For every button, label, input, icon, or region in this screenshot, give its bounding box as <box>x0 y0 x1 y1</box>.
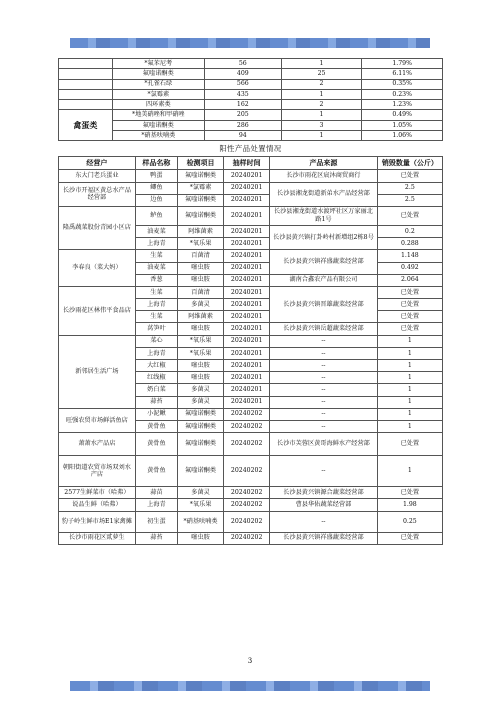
quantity-cell: 0.492 <box>377 262 442 274</box>
col-header: 产品来源 <box>270 157 378 170</box>
col-header: 样品名称 <box>135 157 177 170</box>
quantity-cell: 0.2 <box>377 225 442 237</box>
table-row <box>59 131 443 141</box>
sample-cell: 油麦菜 <box>135 225 177 237</box>
test-item-cell: 多菌灵 <box>178 396 224 408</box>
quantity-cell: 1 <box>377 372 442 384</box>
date-cell: 20240201 <box>224 335 270 347</box>
date-cell: 20240202 <box>224 532 270 544</box>
positive-rate: 1.06% <box>362 131 443 141</box>
source-cell: -- <box>270 360 378 372</box>
date-cell: 20240201 <box>224 323 270 335</box>
test-item-cell: 阿维菌素 <box>178 311 224 323</box>
test-item-cell: 噻虫胺 <box>178 532 224 544</box>
vendor-cell: 长沙市雨花区贰萝生 <box>59 532 136 544</box>
test-item-cell: 氟喹诺酮类 <box>178 408 224 420</box>
source-cell: 长沙县黄兴镇岳超蔬菜经营部 <box>270 323 378 335</box>
category-cell <box>59 79 113 89</box>
date-cell: 20240201 <box>224 372 270 384</box>
sample-cell: 上海青 <box>135 238 177 250</box>
sample-cell: 黄骨鱼 <box>135 456 177 487</box>
table-row <box>59 182 443 194</box>
quantity-cell: 已处置 <box>377 532 442 544</box>
vendor-cell: 萧萧水产品店 <box>59 433 136 456</box>
test-item-cell: *氧乐果 <box>178 499 224 511</box>
date-cell: 20240201 <box>224 286 270 298</box>
date-cell: 20240201 <box>224 206 270 225</box>
date-cell: 20240201 <box>224 396 270 408</box>
date-cell: 20240201 <box>224 238 270 250</box>
date-cell: 20240202 <box>224 499 270 511</box>
page-number: 3 <box>247 657 253 665</box>
vendor-cell: 朝阳街道农贸市场双刘水产店 <box>59 456 136 487</box>
test-item-cell: *氧乐果 <box>178 335 224 347</box>
sample-cell: 黄骨鱼 <box>135 433 177 456</box>
positive-rate: 0.23% <box>362 89 443 99</box>
date-cell: 20240201 <box>224 360 270 372</box>
document-page <box>58 58 443 545</box>
sample-cell: 初生蛋 <box>135 511 177 532</box>
date-cell: 20240201 <box>224 299 270 311</box>
source-cell: -- <box>270 456 378 487</box>
positive-count: 1 <box>281 89 362 99</box>
category-cell <box>59 69 113 79</box>
table-row <box>59 120 443 130</box>
table-row <box>59 335 443 347</box>
source-cell: 长沙县湘龙街道新弟水产品经营部 <box>270 182 378 206</box>
sample-count: 56 <box>204 59 281 69</box>
vendor-cell: 东大门老兵蛋业 <box>59 170 136 182</box>
sample-cell: 大红椒 <box>135 360 177 372</box>
test-item-cell: 百菌清 <box>178 286 224 298</box>
test-item-cell: 氟喹诺酮类 <box>178 420 224 432</box>
test-item-cell: 多菌灵 <box>178 299 224 311</box>
test-item-cell: 氟喹诺酮类 <box>178 194 224 206</box>
sample-cell: 小泥鳅 <box>135 408 177 420</box>
test-item-cell: *氧乐果 <box>178 347 224 359</box>
quantity-cell: 已处置 <box>377 433 442 456</box>
category-cell: 禽蛋类 <box>59 110 113 141</box>
quantity-cell: 1 <box>377 408 442 420</box>
source-cell: 长沙县黄兴镇祥盛蔬菜经营部 <box>270 532 378 544</box>
sample-count: 566 <box>204 79 281 89</box>
test-item-cell: *硝基呋喃类 <box>178 511 224 532</box>
sample-cell: 鲫鱼 <box>135 182 177 194</box>
test-item-cell: 阿维菌素 <box>178 225 224 237</box>
vendor-cell: 长沙市开福区黄总水产品经营部 <box>59 182 136 206</box>
table-row <box>59 89 443 99</box>
table-row <box>59 511 443 532</box>
source-cell: -- <box>270 511 378 532</box>
table-row <box>59 499 443 511</box>
vendor-cell: 说品生鲜（哈弗） <box>59 499 136 511</box>
category-cell <box>59 100 113 110</box>
col-header: 销毁数量（公斤） <box>377 157 442 170</box>
vendor-cell: 2577生鲜菜市（哈弗） <box>59 487 136 499</box>
sample-cell: 边鱼 <box>135 194 177 206</box>
vendor-cell: 旺强农贸市场鲜活鱼店 <box>59 408 136 432</box>
positive-count: 1 <box>281 59 362 69</box>
date-cell: 20240201 <box>224 347 270 359</box>
positive-rate: 6.11% <box>362 69 443 79</box>
item-cell: *地美硝唑和甲硝唑 <box>112 110 204 120</box>
quantity-cell: 1 <box>377 347 442 359</box>
source-cell: 长沙县黄兴镇晋雄蔬菜经营部 <box>270 286 378 323</box>
header-watermark-band <box>70 38 430 48</box>
disposal-table <box>58 156 443 544</box>
vendor-cell: 隆禹蔬菜股份青园小区店 <box>59 206 136 249</box>
table-row <box>59 532 443 544</box>
date-cell: 20240201 <box>224 250 270 262</box>
source-cell: 长沙县黄兴镇打卦岭村新增组2栋8号 <box>270 225 378 249</box>
date-cell: 20240201 <box>224 311 270 323</box>
test-item-cell: 氟喹诺酮类 <box>178 170 224 182</box>
positive-count: 2 <box>281 100 362 110</box>
date-cell: 20240202 <box>224 433 270 456</box>
item-cell: *孔雀石绿 <box>112 79 204 89</box>
test-item-cell: 噻虫胺 <box>178 262 224 274</box>
sample-cell: 鸭蛋 <box>135 170 177 182</box>
date-cell: 20240201 <box>224 225 270 237</box>
date-cell: 20240202 <box>224 456 270 487</box>
source-cell: 长沙县黄兴镇祥盛蔬菜经营部 <box>270 250 378 274</box>
sample-cell: 生菜 <box>135 250 177 262</box>
source-cell: -- <box>270 372 378 384</box>
test-item-cell: *氧乐果 <box>178 238 224 250</box>
sample-cell: 蒜苔 <box>135 396 177 408</box>
sample-count: 162 <box>204 100 281 110</box>
item-cell: *硝基呋喃类 <box>112 131 204 141</box>
sample-cell: 菜心 <box>135 335 177 347</box>
sample-cell: 上海青 <box>135 499 177 511</box>
source-cell: 长沙县黄兴镇源合蔬菜经营部 <box>270 487 378 499</box>
date-cell: 20240201 <box>224 182 270 194</box>
quantity-cell: 已处置 <box>377 286 442 298</box>
date-cell: 20240202 <box>224 487 270 499</box>
sample-cell: 鲈鱼 <box>135 206 177 225</box>
positive-rate: 1.79% <box>362 59 443 69</box>
table-row <box>59 433 443 456</box>
table-row <box>59 59 443 69</box>
source-cell: -- <box>270 396 378 408</box>
positive-rate: 1.05% <box>362 120 443 130</box>
item-cell: *氟苯尼考 <box>112 59 204 69</box>
quantity-cell: 2.064 <box>377 274 442 286</box>
test-item-cell: 噻虫胺 <box>178 274 224 286</box>
positive-count: 25 <box>281 69 362 79</box>
table-row <box>59 250 443 262</box>
source-cell: -- <box>270 335 378 347</box>
test-item-cell: 百菌清 <box>178 250 224 262</box>
sample-cell: 上海青 <box>135 299 177 311</box>
date-cell: 20240202 <box>224 511 270 532</box>
sample-cell: 生菜 <box>135 311 177 323</box>
quantity-cell: 1.148 <box>377 250 442 262</box>
source-cell: -- <box>270 384 378 396</box>
item-cell: 氟喹诺酮类 <box>112 69 204 79</box>
vendor-cell: 李春良（菜大妈） <box>59 250 136 287</box>
sample-cell: 黄骨鱼 <box>135 420 177 432</box>
date-cell: 20240201 <box>224 384 270 396</box>
positive-count: 3 <box>281 120 362 130</box>
sample-count: 286 <box>204 120 281 130</box>
sample-cell: 生菜 <box>135 286 177 298</box>
col-header: 检测项目 <box>178 157 224 170</box>
test-item-cell: 多菌灵 <box>178 384 224 396</box>
quantity-cell: 已处置 <box>377 206 442 225</box>
sample-cell: 奶白菜 <box>135 384 177 396</box>
source-cell: 长沙县湘龙街道水渡坪社区万家丽北路1号 <box>270 206 378 225</box>
positive-rate: 1.23% <box>362 100 443 110</box>
quantity-cell: 1 <box>377 396 442 408</box>
footer-watermark-band <box>70 681 430 691</box>
test-item-cell: 氟喹诺酮类 <box>178 206 224 225</box>
test-item-cell: 噻虫胺 <box>178 323 224 335</box>
source-cell: -- <box>270 347 378 359</box>
quantity-cell: 2.5 <box>377 182 442 194</box>
stats-table <box>58 58 443 141</box>
quantity-cell: 0.288 <box>377 238 442 250</box>
sample-cell: 红线椒 <box>135 372 177 384</box>
sample-cell: 香葱 <box>135 274 177 286</box>
col-header: 经营户 <box>59 157 136 170</box>
table-row <box>59 206 443 225</box>
date-cell: 20240201 <box>224 262 270 274</box>
quantity-cell: 1 <box>377 384 442 396</box>
quantity-cell: 已处置 <box>377 311 442 323</box>
date-cell: 20240202 <box>224 420 270 432</box>
test-item-cell: 氟喹诺酮类 <box>178 456 224 487</box>
source-cell: 长沙市雨花区宸沐商贸商行 <box>270 170 378 182</box>
table-header-row <box>59 157 443 170</box>
date-cell: 20240202 <box>224 408 270 420</box>
quantity-cell: 1 <box>377 456 442 487</box>
positive-count: 2 <box>281 79 362 89</box>
table-row <box>59 456 443 487</box>
sample-cell: 莴笋叶 <box>135 323 177 335</box>
sample-count: 409 <box>204 69 281 79</box>
quantity-cell: 已处置 <box>377 487 442 499</box>
source-cell: 曹县华佑蔬菜经营部 <box>270 499 378 511</box>
sample-count: 435 <box>204 89 281 99</box>
sample-cell: 上海青 <box>135 347 177 359</box>
sample-count: 205 <box>204 110 281 120</box>
table-row <box>59 79 443 89</box>
test-item-cell: 多菌灵 <box>178 487 224 499</box>
table-row <box>59 286 443 298</box>
positive-count: 1 <box>281 110 362 120</box>
quantity-cell: 2.5 <box>377 194 442 206</box>
table-row <box>59 170 443 182</box>
sample-count: 94 <box>204 131 281 141</box>
quantity-cell: 已处置 <box>377 299 442 311</box>
quantity-cell: 已处置 <box>377 170 442 182</box>
table-row <box>59 487 443 499</box>
vendor-cell: 长沙雨花区林伟平食品店 <box>59 286 136 335</box>
quantity-cell: 1 <box>377 335 442 347</box>
source-cell: -- <box>270 420 378 432</box>
col-header: 抽样时间 <box>224 157 270 170</box>
source-cell: 长沙市芙蓉区黄哥海鲜水产经营部 <box>270 433 378 456</box>
test-item-cell: *氯霉素 <box>178 182 224 194</box>
date-cell: 20240201 <box>224 170 270 182</box>
sample-cell: 油麦菜 <box>135 262 177 274</box>
test-item-cell: 氟喹诺酮类 <box>178 433 224 456</box>
vendor-cell: 新邻居生活广场 <box>59 335 136 408</box>
quantity-cell: 1 <box>377 360 442 372</box>
positive-rate: 0.35% <box>362 79 443 89</box>
table-row <box>59 408 443 420</box>
table-row <box>59 69 443 79</box>
date-cell: 20240201 <box>224 194 270 206</box>
table-row <box>59 100 443 110</box>
section-title: 阳性产品处置情况 <box>219 144 282 154</box>
sample-cell: 蒜苗 <box>135 487 177 499</box>
test-item-cell: 噻虫胺 <box>178 360 224 372</box>
vendor-cell: 豹子岭生鲜市场E1家禽摊 <box>59 511 136 532</box>
table-row <box>59 110 443 120</box>
source-cell: 湖南合鑫农产品有限公司 <box>270 274 378 286</box>
sample-cell: 蒜苔 <box>135 532 177 544</box>
positive-count: 1 <box>281 131 362 141</box>
quantity-cell: 1 <box>377 420 442 432</box>
date-cell: 20240201 <box>224 274 270 286</box>
category-cell <box>59 59 113 69</box>
item-cell: 氟喹诺酮类 <box>112 120 204 130</box>
test-item-cell: 噻虫胺 <box>178 372 224 384</box>
quantity-cell: 0.25 <box>377 511 442 532</box>
item-cell: 四环素类 <box>112 100 204 110</box>
quantity-cell: 1.98 <box>377 499 442 511</box>
source-cell: -- <box>270 408 378 420</box>
item-cell: *氯霉素 <box>112 89 204 99</box>
positive-rate: 0.49% <box>362 110 443 120</box>
category-cell <box>59 89 113 99</box>
quantity-cell: 已处置 <box>377 323 442 335</box>
